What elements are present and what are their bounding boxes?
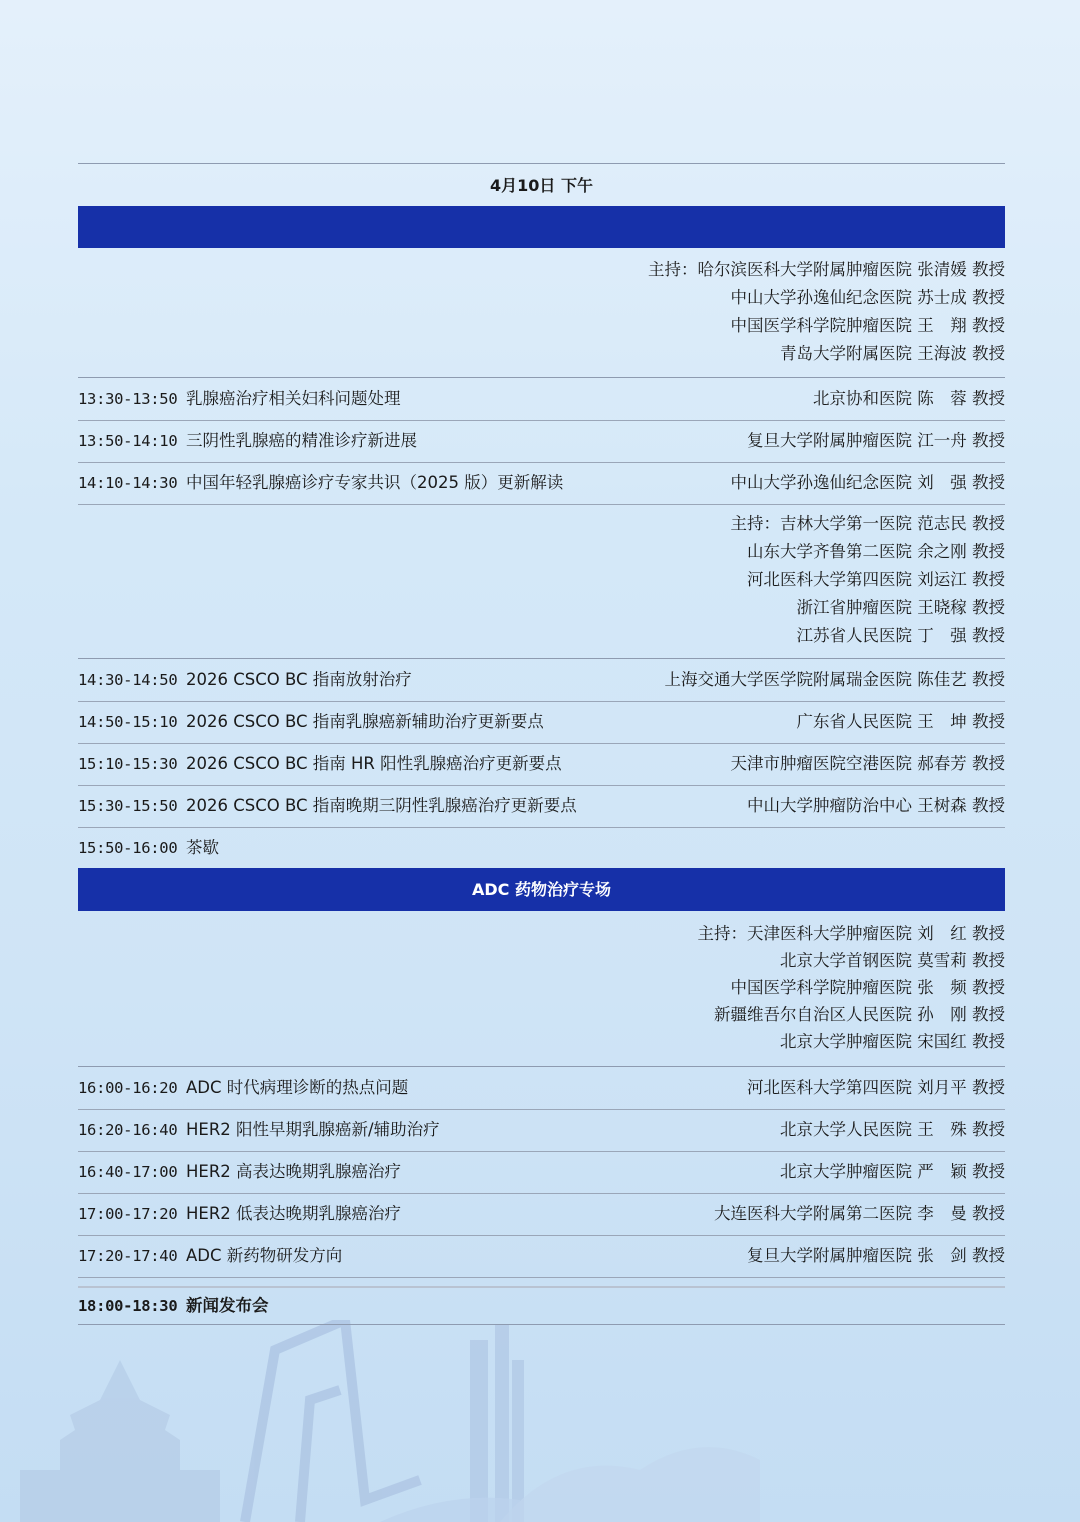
talk-topic: ADC 时代病理诊断的热点问题 (186, 1078, 409, 1097)
talk-speaker: 广东省人民医院 王 坤 教授 (796, 712, 1005, 731)
talk-topic: ADC 新药物研发方向 (186, 1246, 343, 1265)
talk-topic: 茶歇 (186, 838, 219, 857)
talk-topic: 三阴性乳腺癌的精准诊疗新进展 (186, 431, 417, 450)
host-line: 江苏省人民医院 丁 强 教授 (796, 626, 1005, 645)
host-line: 主持：天津医科大学肿瘤医院 刘 红 教授 (697, 924, 1005, 943)
talk-speaker: 天津市肿瘤医院空港医院 郝春芳 教授 (730, 754, 1005, 773)
talk-topic: 2026 CSCO BC 指南晚期三阴性乳腺癌治疗更新要点 (186, 796, 577, 815)
table-row (78, 659, 1005, 702)
skyline-illustration (0, 1320, 1080, 1522)
session-band-1 (78, 206, 1005, 248)
talk-time: 16:00-16:20 (78, 1079, 178, 1097)
host-line: 北京大学肿瘤医院 宋国红 教授 (780, 1032, 1005, 1051)
tea-break-row (78, 827, 1005, 869)
talk-speaker: 河北医科大学第四医院 刘月平 教授 (747, 1078, 1005, 1097)
talk-time: 13:50-14:10 (78, 432, 178, 450)
host-line: 河北医科大学第四医院 刘运江 教授 (747, 570, 1005, 589)
talk-speaker: 大连医科大学附属第二医院 李 曼 教授 (714, 1204, 1005, 1223)
table-row (78, 378, 1005, 421)
session3-hosts (78, 920, 1005, 1055)
talk-topic: HER2 高表达晚期乳腺癌治疗 (186, 1162, 402, 1181)
talk-topic: 中国年轻乳腺癌诊疗专家共识（2025 版）更新解读 (186, 473, 564, 492)
host-line: 中山大学孙逸仙纪念医院 苏士成 教授 (730, 288, 1005, 307)
talk-speaker: 复旦大学附属肿瘤医院 江一舟 教授 (747, 431, 1005, 450)
table-row (78, 1235, 1005, 1278)
host-line: 山东大学齐鲁第二医院 余之刚 教授 (747, 542, 1005, 561)
talk-time: 17:00-17:20 (78, 1205, 178, 1223)
talk-speaker: 中山大学肿瘤防治中心 王树森 教授 (747, 796, 1005, 815)
table-row (78, 701, 1005, 744)
host-line: 主持：哈尔滨医科大学附属肿瘤医院 张清媛 教授 (648, 260, 1005, 279)
table-row (78, 785, 1005, 828)
talk-speaker: 上海交通大学医学院附属瑞金医院 陈佳艺 教授 (664, 670, 1005, 689)
host-line: 浙江省肿瘤医院 王晓稼 教授 (796, 598, 1005, 617)
talk-time: 14:50-15:10 (78, 713, 178, 731)
table-row (78, 420, 1005, 463)
talk-topic: 乳腺癌治疗相关妇科问题处理 (186, 389, 401, 408)
talk-time: 17:20-17:40 (78, 1247, 178, 1265)
talk-time: 16:40-17:00 (78, 1163, 178, 1181)
final-time: 18:00-18:30 (78, 1297, 178, 1315)
talk-speaker: 北京大学人民医院 王 殊 教授 (780, 1120, 1005, 1139)
talk-time: 15:30-15:50 (78, 797, 178, 815)
talk-speaker: 复旦大学附属肿瘤医院 张 剑 教授 (747, 1246, 1005, 1265)
host-line: 主持：吉林大学第一医院 范志民 教授 (730, 514, 1005, 533)
table-row (78, 1109, 1005, 1152)
talk-topic: 2026 CSCO BC 指南放射治疗 (186, 670, 412, 689)
talk-topic: 2026 CSCO BC 指南乳腺癌新辅助治疗更新要点 (186, 712, 544, 731)
table-row (78, 1193, 1005, 1236)
table-row (78, 462, 1005, 505)
session-band-adc (78, 868, 1005, 911)
host-line: 新疆维吾尔自治区人民医院 孙 刚 教授 (714, 1005, 1005, 1024)
talk-topic: HER2 低表达晚期乳腺癌治疗 (186, 1204, 402, 1223)
talk-time: 15:10-15:30 (78, 755, 178, 773)
talk-time: 14:30-14:50 (78, 671, 178, 689)
table-row (78, 1067, 1005, 1110)
talk-speaker: 北京协和医院 陈 蓉 教授 (813, 389, 1005, 408)
session2-hosts (78, 510, 1005, 650)
host-line: 北京大学首钢医院 莫雪莉 教授 (780, 951, 1005, 970)
talk-time: 14:10-14:30 (78, 474, 178, 492)
session1-hosts (78, 256, 1005, 368)
talk-topic: 2026 CSCO BC 指南 HR 阳性乳腺癌治疗更新要点 (186, 754, 562, 773)
session3-title: ADC 药物治疗专场 (472, 880, 611, 899)
table-row (78, 1151, 1005, 1194)
top-rule (78, 163, 1005, 164)
talk-topic: HER2 阳性早期乳腺癌新/辅助治疗 (186, 1120, 440, 1139)
talk-time: 16:20-16:40 (78, 1121, 178, 1139)
talk-time: 15:50-16:00 (78, 839, 178, 857)
final-topic: 新闻发布会 (186, 1296, 269, 1315)
talk-time: 13:30-13:50 (78, 390, 178, 408)
press-conference-row (78, 1286, 1005, 1325)
talk-speaker: 北京大学肿瘤医院 严 颖 教授 (780, 1162, 1005, 1181)
table-row (78, 743, 1005, 786)
host-line: 中国医学科学院肿瘤医院 张 频 教授 (730, 978, 1005, 997)
date-heading: 4月10日 下午 (490, 176, 593, 195)
host-line: 青岛大学附属医院 王海波 教授 (780, 344, 1005, 363)
talk-speaker: 中山大学孙逸仙纪念医院 刘 强 教授 (730, 473, 1005, 492)
host-line: 中国医学科学院肿瘤医院 王 翔 教授 (730, 316, 1005, 335)
